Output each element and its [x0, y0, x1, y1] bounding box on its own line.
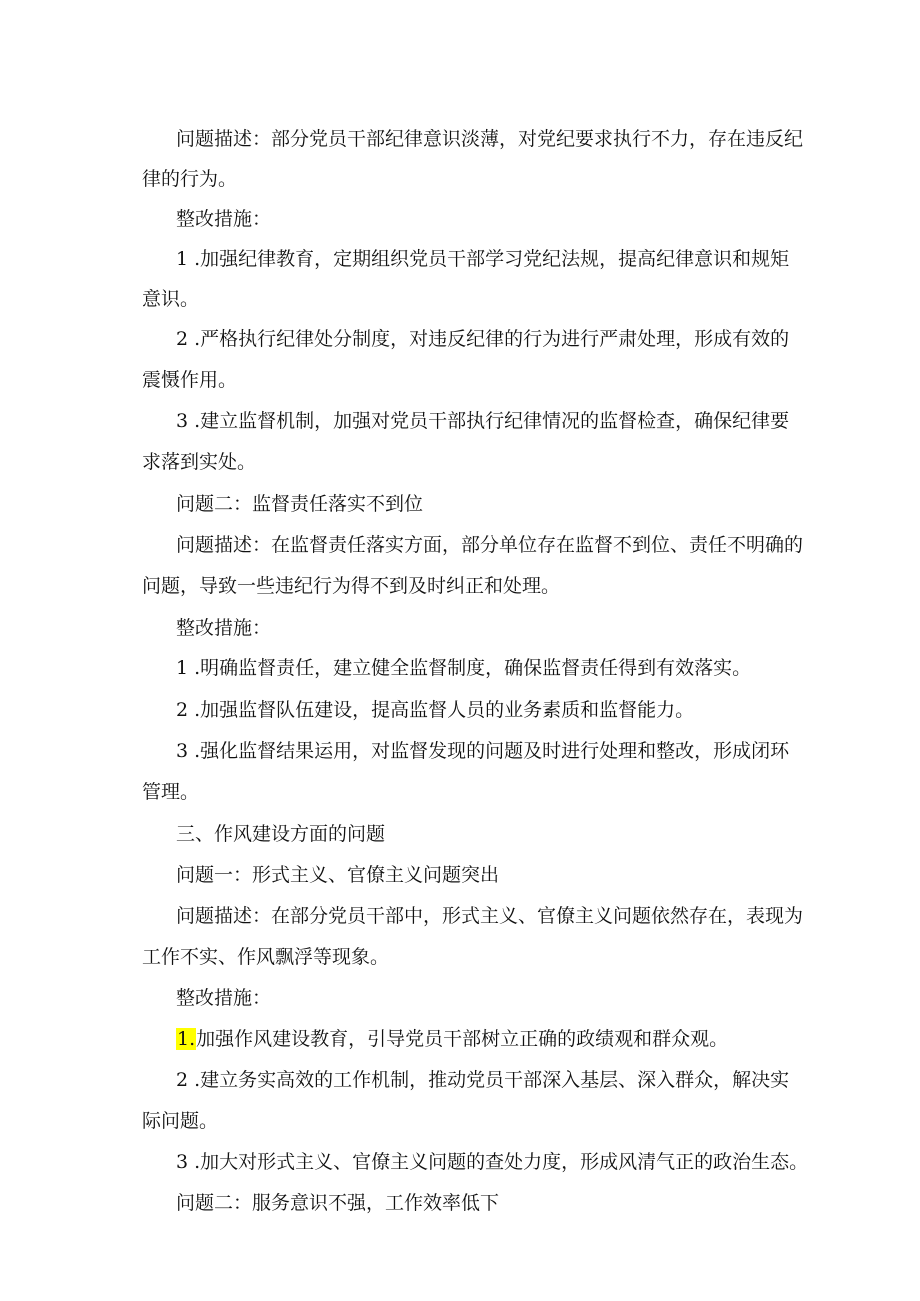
paragraph-line: 管理。 — [142, 781, 200, 803]
paragraph-line: 工作不实、作风飘浮等现象。 — [142, 946, 390, 968]
paragraph-line: 问题描述：在监督责任落实方面，部分单位存在监督不到位、责任不明确的 — [176, 534, 804, 556]
paragraph-line: 整改措施： — [176, 208, 272, 230]
paragraph-line: 2 .严格执行纪律处分制度，对违反纪律的行为进行严肃处理，形成有效的 — [176, 328, 790, 350]
paragraph-line: 际问题。 — [142, 1110, 219, 1132]
paragraph-line — [176, 1027, 728, 1051]
paragraph-line: 3 .强化监督结果运用，对监督发现的问题及时进行处理和整改，形成闭环 — [176, 740, 790, 762]
paragraph-line: 2 .建立务实高效的工作机制，推动党员干部深入基层、深入群众，解决实 — [176, 1069, 790, 1091]
section-heading: 三、作风建设方面的问题 — [176, 823, 386, 845]
paragraph-line: 问题描述：部分党员干部纪律意识淡薄，对党纪要求执行不力，存在违反纪 — [176, 128, 804, 150]
paragraph-line: 震慑作用。 — [142, 369, 238, 391]
paragraph-line: 1 .明确监督责任，建立健全监督制度，确保监督责任得到有效落实。 — [176, 657, 752, 679]
paragraph-line: 3 .建立监督机制，加强对党员干部执行纪律情况的监督检查，确保纪律要 — [176, 410, 790, 432]
section-heading: 问题二：服务意识不强，工作效率低下 — [176, 1192, 500, 1214]
paragraph-line: 整改措施： — [176, 617, 272, 639]
paragraph-line: 意识。 — [142, 288, 200, 310]
paragraph-line: 3 .加大对形式主义、官僚主义问题的查处力度，形成风清气正的政治生态。 — [176, 1151, 809, 1173]
paragraph-line: 整改措施： — [176, 987, 272, 1009]
paragraph-line: 问题，导致一些违纪行为得不到及时纠正和处理。 — [142, 575, 561, 597]
paragraph-line: 律的行为。 — [142, 168, 238, 190]
highlighted-list-marker: 1. — [177, 1028, 196, 1050]
paragraph-line: 求落到实处。 — [142, 451, 257, 473]
paragraph-line: 问题描述：在部分党员干部中，形式主义、官僚主义问题依然存在，表现为 — [176, 905, 804, 927]
paragraph-line: 1 .加强纪律教育，定期组织党员干部学习党纪法规，提高纪律意识和规矩 — [176, 248, 790, 270]
list-item-text: 加强作风建设教育，引导党员干部树立正确的政绩观和群众观。 — [196, 1028, 729, 1050]
section-heading: 问题二：监督责任落实不到位 — [176, 493, 424, 515]
section-heading: 问题一：形式主义、官僚主义问题突出 — [176, 864, 500, 886]
paragraph-line: 2 .加强监督队伍建设，提高监督人员的业务素质和监督能力。 — [176, 699, 695, 721]
